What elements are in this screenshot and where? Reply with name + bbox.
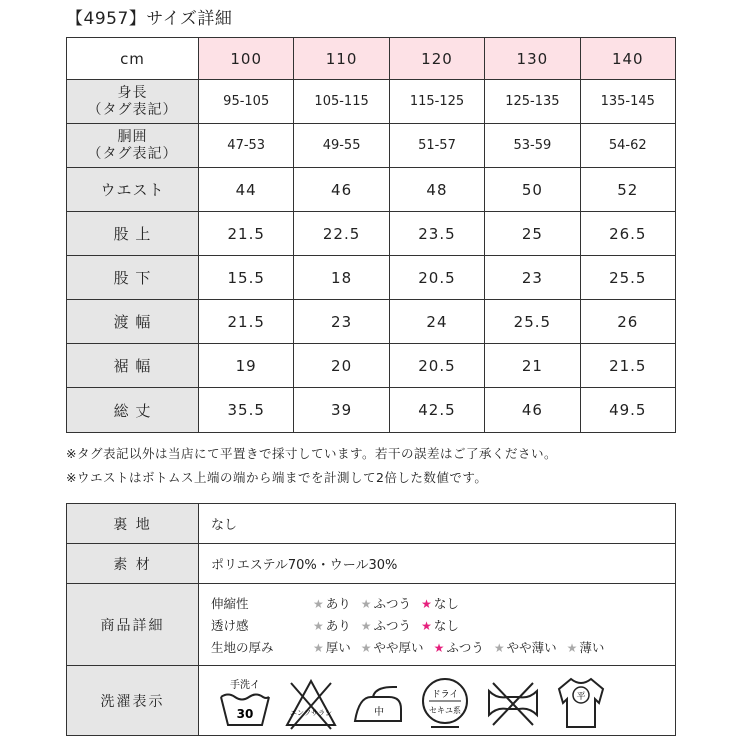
lining-value: なし: [199, 504, 676, 544]
size-row: [67, 80, 676, 124]
measurement-value: 26.5: [580, 212, 675, 256]
measurement-value: 20.5: [389, 256, 484, 300]
material-value: ポリエステル70%・ウール30%: [199, 544, 676, 584]
property-option-label: ふつう: [373, 617, 412, 633]
size-header-row: [67, 38, 676, 80]
measurement-value: 105-115: [294, 80, 389, 124]
measurement-label: [67, 124, 199, 168]
star-icon: ★: [360, 640, 372, 655]
property-option: [313, 594, 351, 612]
measurement-name: 身長: [117, 84, 148, 101]
property-option: [361, 616, 411, 634]
star-icon: ★: [313, 618, 324, 633]
dry-text-bottom: セキユ系: [429, 705, 461, 715]
property-row: [211, 636, 675, 658]
property-option: [421, 616, 459, 634]
measurement-value: 42.5: [389, 388, 484, 433]
measurement-value: 52: [580, 168, 675, 212]
star-icon: ★: [313, 640, 324, 655]
property-row: [211, 614, 675, 636]
care-symbols: [199, 666, 676, 736]
property-row: [211, 592, 675, 614]
measurement-value: 125-135: [485, 80, 580, 124]
measurement-value: 21: [485, 344, 580, 388]
size-row: [67, 300, 676, 344]
bleach-text: エンソサラシ: [290, 708, 332, 717]
property-option: [313, 616, 351, 634]
measurement-label: 股 上: [67, 212, 199, 256]
care-row: [67, 666, 676, 736]
measurement-value: 50: [485, 168, 580, 212]
property-option: [494, 638, 557, 656]
hand-wash-icon: [217, 675, 273, 731]
measurement-value: 54-62: [580, 124, 675, 168]
flat-dry-text: 平: [576, 691, 586, 702]
property-option-label: やや薄い: [506, 639, 557, 655]
lining-label: 裏 地: [67, 504, 199, 544]
property-option: [421, 594, 459, 612]
star-selected-icon: ★: [433, 640, 445, 655]
measurement-value: 20: [294, 344, 389, 388]
property-option-label: ふつう: [373, 595, 412, 611]
measurement-label: 裾 幅: [67, 344, 199, 388]
measurement-label: [67, 80, 199, 124]
star-selected-icon: ★: [421, 618, 432, 633]
measurement-label: ウエスト: [67, 168, 199, 212]
size-header-120: 120: [389, 38, 484, 80]
measurement-value: 25.5: [485, 300, 580, 344]
measurement-value: 25: [485, 212, 580, 256]
measurement-value: 20.5: [389, 344, 484, 388]
size-header-110: 110: [294, 38, 389, 80]
measurement-label: 渡 幅: [67, 300, 199, 344]
measurement-value: 44: [199, 168, 294, 212]
measurement-value: 53-59: [485, 124, 580, 168]
measurement-value: 15.5: [199, 256, 294, 300]
measurement-name: 胴囲: [117, 128, 148, 145]
measurement-value: 23: [294, 300, 389, 344]
measurement-value: 46: [294, 168, 389, 212]
measurement-value: 48: [389, 168, 484, 212]
material-row: [67, 544, 676, 584]
measurement-value: 23: [485, 256, 580, 300]
property-option: [434, 638, 484, 656]
star-icon: ★: [493, 640, 505, 655]
no-bleach-icon: [283, 675, 339, 731]
iron-medium-icon: [349, 675, 407, 731]
measurement-value: 135-145: [580, 80, 675, 124]
star-icon: ★: [360, 618, 372, 633]
measurement-value: 21.5: [580, 344, 675, 388]
size-row: [67, 256, 676, 300]
star-icon: ★: [566, 640, 578, 655]
measurement-value: 49-55: [294, 124, 389, 168]
property-option-label: ふつう: [446, 639, 484, 655]
property-option: [361, 594, 411, 612]
property-option-label: 薄い: [579, 639, 605, 655]
property-option-label: あり: [325, 617, 351, 633]
measurement-value: 22.5: [294, 212, 389, 256]
measurement-value: 21.5: [199, 300, 294, 344]
measurement-value: 35.5: [199, 388, 294, 433]
lining-row: [67, 504, 676, 544]
measurement-value: 19: [199, 344, 294, 388]
measurement-value: 49.5: [580, 388, 675, 433]
measurement-value: 24: [389, 300, 484, 344]
measurement-value: 51-57: [389, 124, 484, 168]
size-row: [67, 168, 676, 212]
measurement-value: 18: [294, 256, 389, 300]
product-detail-row: [67, 584, 676, 666]
size-header-140: 140: [580, 38, 675, 80]
measurement-value: 23.5: [389, 212, 484, 256]
measurement-value: 47-53: [199, 124, 294, 168]
measurement-value: 46: [485, 388, 580, 433]
material-label: 素 材: [67, 544, 199, 584]
property-option-label: なし: [433, 595, 459, 611]
note-1: ※タグ表記以外は当店にて平置きで採寸しています。若干の誤差はご了承ください。: [66, 446, 557, 461]
hand-wash-text: 手洗イ: [230, 679, 260, 691]
property-option: [361, 638, 424, 656]
property-option-label: なし: [433, 617, 459, 633]
measurement-value: 25.5: [580, 256, 675, 300]
property-option: [567, 638, 605, 656]
star-icon: ★: [360, 596, 372, 611]
measurement-value: 95-105: [199, 80, 294, 124]
measurement-label: 総 丈: [67, 388, 199, 433]
property-option-label: やや厚い: [373, 639, 424, 655]
care-label: 洗濯表示: [67, 666, 199, 736]
property-option-label: あり: [325, 595, 351, 611]
page-title: 【4957】サイズ詳細: [66, 9, 233, 29]
measurement-note: （タグ表記）: [87, 145, 178, 162]
measurement-label: 股 下: [67, 256, 199, 300]
dry-clean-icon: [417, 675, 473, 731]
star-selected-icon: ★: [421, 596, 432, 611]
size-row: [67, 388, 676, 433]
star-icon: ★: [313, 596, 324, 611]
property-option: [313, 638, 351, 656]
size-header-130: 130: [485, 38, 580, 80]
size-header-100: 100: [199, 38, 294, 80]
measurement-value: 115-125: [389, 80, 484, 124]
detail-table: [66, 503, 676, 736]
product-detail-label: 商品詳細: [67, 584, 199, 666]
measurement-value: 26: [580, 300, 675, 344]
property-name: 透け感: [211, 617, 249, 633]
iron-text: 中: [374, 706, 384, 718]
property-list: [199, 584, 676, 666]
property-name: 伸縮性: [211, 595, 249, 611]
size-table: [66, 37, 676, 433]
note-2: ※ウエストはボトムス上端の端から端までを計測して2倍した数値です。: [66, 470, 488, 485]
measurement-value: 21.5: [199, 212, 294, 256]
size-row: [67, 344, 676, 388]
property-name: 生地の厚み: [211, 639, 274, 655]
property-option-label: 厚い: [325, 639, 351, 655]
measurement-value: 39: [294, 388, 389, 433]
size-row: [67, 212, 676, 256]
no-wring-icon: [483, 675, 543, 731]
dry-text-top: ドライ: [431, 689, 459, 700]
flat-dry-icon: [553, 673, 609, 731]
size-row: [67, 124, 676, 168]
unit-label: cm: [67, 38, 199, 80]
hand-wash-temp: 30: [236, 706, 254, 721]
measurement-note: （タグ表記）: [87, 101, 178, 118]
